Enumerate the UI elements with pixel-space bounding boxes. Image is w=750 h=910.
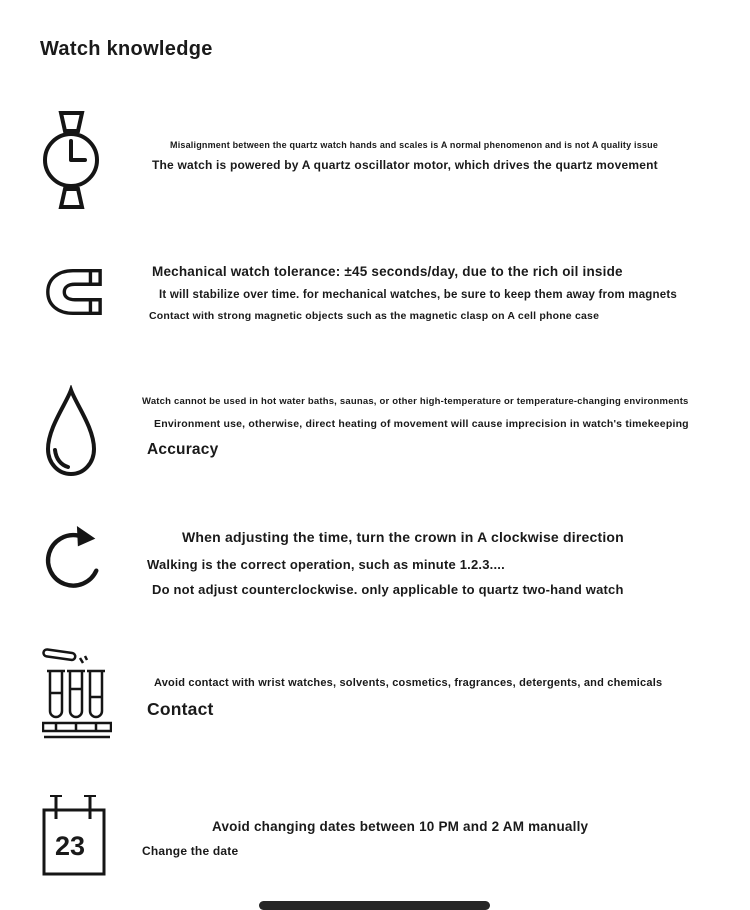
info-line: Misalignment between the quartz watch hands and scales is A normal phenomenon and is not A quality issue [170,140,659,150]
watch-icon [42,110,100,210]
calendar-day-number: 23 [55,831,86,861]
section-temperature [42,382,740,480]
section-date-change [42,788,740,876]
info-line: Contact with strong magnetic objects such as the magnetic clasp on A cell phone case [149,310,600,323]
info-line: Accuracy [147,441,219,458]
info-line: When adjusting the time, turn the crown in A clockwise direction [182,529,624,545]
info-line: Avoid contact with wrist watches, solvents, cosmetics, fragrances, detergents, and chemicals [154,677,663,689]
info-line: Avoid changing dates between 10 PM and 2 AM manually [212,819,589,834]
magnet-icon [42,262,104,322]
info-line: Environment use, otherwise, direct heating of movement will cause imprecision in watch's timekeeping [154,417,689,430]
info-line: Change the date [142,843,239,858]
info-line: Mechanical watch tolerance: ±45 seconds/day, due to the rich oil inside [152,264,623,279]
info-line: It will stabilize over time. for mechanical watches, be sure to keep them away from magnets [159,288,677,301]
info-line: Contact [147,698,214,719]
info-line: Do not adjust counterclockwise. only applicable to quartz two-hand watch [152,581,624,597]
test-tubes-icon [42,645,112,745]
page-title: Watch knowledge [40,38,213,60]
section-time-adjustment [42,518,740,598]
calendar-icon [42,792,106,876]
info-line: The watch is powered by A quartz oscillator motor, which drives the quartz movement [152,158,658,173]
clockwise-arrow-icon [42,522,106,598]
section-magnetism [42,256,740,323]
section-chemicals [42,642,740,745]
info-line: Walking is the correct operation, such as minute 1.2.3.... [147,556,505,572]
section-quartz-movement [42,110,740,210]
info-line: Watch cannot be used in hot water baths, saunas, or other high-temperature or temperature-changing environments [142,396,689,407]
water-drop-icon [42,385,100,480]
